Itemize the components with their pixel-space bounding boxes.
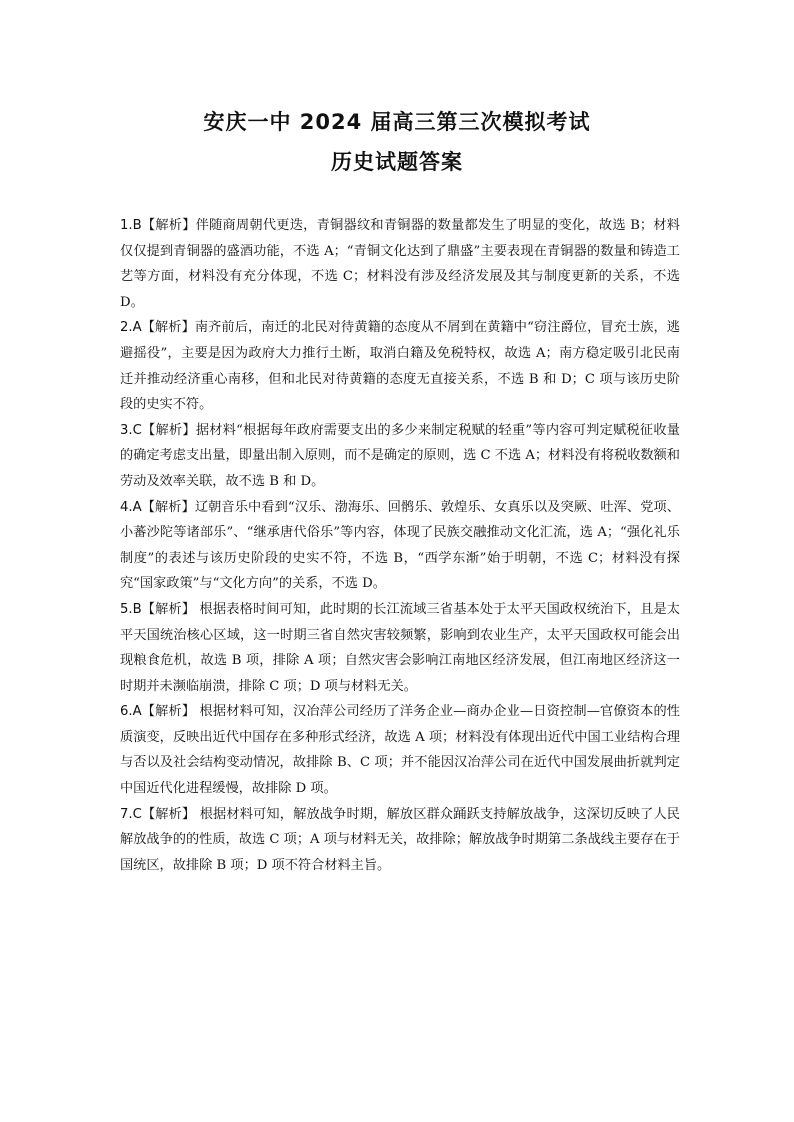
answer-lead: 5.B【解析】 [120,601,196,617]
answer-text: 辽朝音乐中看到“汉乐、渤海乐、回鹘乐、敦煌乐、女真乐以及突厥、吐浑、党项、小蕃沙陀等诸部乐”、“继承唐代俗乐”等内容，体现了民族交融推动文化汇流，选 A；“强化礼乐制度”的表述与该历史阶段的史实不符，不选 B，“西学东渐”始于明朝，不选 C；材料没有探究“国家政策”与“文化方向”的关系，不选 D。 [120,499,680,592]
page-subtitle: 历史试题答案 [331,150,463,174]
answer-item-7 [120,802,680,879]
answer-text: 根据材料可知，汉冶萍公司经历了洋务企业—商办企业—日资控制—官僚资本的性质演变，反映出近代中国存在多种形式经济，故选 A 项；材料没有体现出近代中国工业结构合理与否以及社会结构变动情况，故排除 B、C 项；并不能因汉冶萍公司在近代中国发展曲折就判定中国近代化进程缓慢，故排除 D 项。 [120,704,680,797]
answer-text: 根据表格时间可知，此时期的长江流域三省基本处于太平天国政权统治下，且是太平天国统治核心区域，这一时期三省自然灾害较频繁，影响到农业生产，太平天国政权可能会出现粮食危机，故选 B 项，排除 A 项；自然灾害会影响江南地区经济发展，但江南地区经济这一时期并未濒临崩溃，排除 C 项；D 项与材料无关。 [120,601,680,694]
answer-text: 根据材料可知，解放战争时期，解放区群众踊跃支持解放战争，这深切反映了人民解放战争的的性质，故选 C 项；A 项与材料无关，故排除；解放战争时期第二条战线主要存在于国统区，故排除 B 项；D 项不符合材料主旨。 [120,806,680,873]
answer-list [120,213,680,878]
answer-item-2 [120,315,680,417]
answer-lead: 1.B【解析】 [120,218,196,233]
answer-text: 南齐前后，南迁的北民对待黄籍的态度从不屑到在黄籍中“窃注爵位，冒充士族，逃避摇役”，主要是因为政府大力推行土断，取消白籍及免税特权，故选 A；南方稳定吸引北民南迁并推动经济重心南移，但和北民对待黄籍的态度无直接关系，不选 B 和 D；C 项与该历史阶段的史实不符。 [120,320,680,413]
page-title: 安庆一中 2024 届高三第三次模拟考试 [203,110,591,134]
answer-text: 伴随商周朝代更迭，青铜器纹和青铜器的数量都发生了明显的变化，故选 B；材料仅仅提到青铜器的盛酒功能，不选 A；“青铜文化达到了鼎盛”主要表现在青铜器的数量和铸造工艺等方面，材料没有充分体现，不选 C；材料没有涉及经济发展及其与制度更新的关系，不选 D。 [120,218,680,310]
answer-lead: 4.A【解析】 [120,499,195,515]
answer-lead: 7.C【解析】 [120,806,196,822]
answer-text: 据材料“根据每年政府需要支出的多少来制定税赋的轻重”等内容可判定赋税征收量的确定考虑支出量，即量出制入原则，而不是确定的原则，选 C 不选 A；材料没有将税收数额和劳动及效率关联，故不选 B 和 D。 [120,422,680,489]
answer-lead: 3.C【解析】 [120,422,196,438]
answer-item-4 [120,495,680,597]
answer-item-1 [120,213,680,315]
answer-item-3 [120,418,680,495]
answer-lead: 6.A【解析】 [120,704,196,720]
answer-lead: 2.A【解析】 [120,320,195,336]
answer-item-5 [120,597,680,699]
answer-item-6 [120,699,680,801]
